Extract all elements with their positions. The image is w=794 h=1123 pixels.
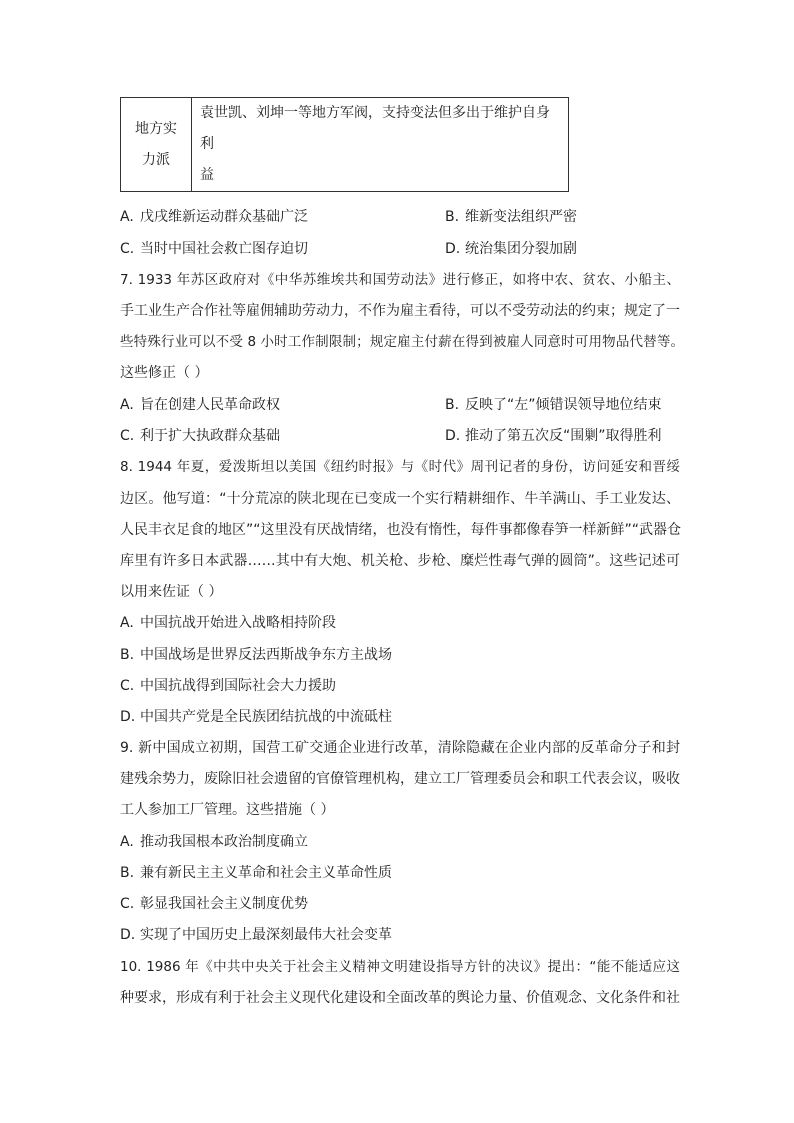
q9-option-a: A. 推动我国根本政治制度确立 [120,834,308,850]
q6-option-d: D. 统治集团分裂加剧 [445,241,577,257]
q7-option-d: D. 推动了第五次反“围剿”取得胜利 [445,428,662,444]
q10-stem-line: 10. 1986 年《中共中央关于社会主义精神文明建设指导方针的决议》提出：“能不能适应这 [120,959,680,975]
q8-stem-line: 人民丰衣足食的地区”“这里没有厌战情绪，也没有惰性，每件事都像春笋一样新鲜”“武器仓 [120,522,682,538]
q7-stem-line: 这些修正（ ） [120,365,209,381]
table-row [121,98,569,192]
q9-option-d: D. 实现了中国历史上最深刻最伟大社会变革 [120,927,392,943]
table-row-header [121,98,192,192]
table-row-header-line: 力派 [142,151,170,168]
table-row-content [192,98,569,192]
q7-option-c: C. 利于扩大执政群众基础 [120,428,280,444]
reform-attitude-table [120,97,569,192]
q7-stem-line: 手工业生产合作社等雇佣辅助劳动力，不作为雇主看待，可以不受劳动法的约束；规定了一 [120,303,680,319]
q9-option-c: C. 彰显我国社会主义制度优势 [120,896,308,912]
q8-option-b: B. 中国战场是世界反法西斯战争东方主战场 [120,647,392,663]
q8-stem-line: 库里有许多日本武器……其中有大炮、机关枪、步枪、糜烂性毒气弹的圆筒”。这些记述可 [120,553,680,569]
table-row-content-line: 袁世凯、刘坤一等地方军阀，支持变法但多出于维护自身利 [200,105,550,152]
q7-option-b: B. 反映了“左”倾错误领导地位结束 [445,397,662,413]
q7-option-a: A. 旨在创建人民革命政权 [120,397,280,413]
q10-stem-line: 种要求，形成有利于社会主义现代化建设和全面改革的舆论力量、价值观念、文化条件和社 [120,990,680,1006]
q8-stem-line: 8. 1944 年夏，爱泼斯坦以美国《纽约时报》与《时代》周刊记者的身份，访问延安和晋绥 [120,459,680,475]
q8-stem-line: 以用来佐证（ ） [120,584,223,600]
q9-stem-line: 工人参加工厂管理。这些措施（ ） [120,802,335,818]
q6-option-a: A. 戊戌维新运动群众基础广泛 [120,209,308,225]
table-row-header-line: 地方实 [135,120,177,137]
q7-stem-line: 7. 1933 年苏区政府对《中华苏维埃共和国劳动法》进行修正，如将中农、贫农、小船主、 [120,272,680,288]
q8-option-a: A. 中国抗战开始进入战略相持阶段 [120,615,336,631]
q9-option-b: B. 兼有新民主主义革命和社会主义革命性质 [120,865,392,881]
q8-stem-line: 边区。他写道：“十分荒凉的陕北现在已变成一个实行精耕细作、牛羊满山、手工业发达、 [120,491,680,507]
q6-option-b: B. 维新变法组织严密 [445,209,577,225]
q9-stem-line: 建残余势力，废除旧社会遗留的官僚管理机构，建立工厂管理委员会和职工代表会议，吸收 [120,771,680,787]
q7-stem-line: 些特殊行业可以不受 8 小时工作制限制；规定雇主付薪在得到被雇人同意时可用物品代替等。 [120,334,684,350]
q6-option-c: C. 当时中国社会救亡图存迫切 [120,241,308,257]
q8-option-c: C. 中国抗战得到国际社会大力援助 [120,678,336,694]
q9-stem-line: 9. 新中国成立初期，国营工矿交通企业进行改革，清除隐藏在企业内部的反革命分子和封 [120,740,680,756]
q8-option-d: D. 中国共产党是全民族团结抗战的中流砥柱 [120,709,392,725]
table-row-content-line: 益 [200,167,214,183]
